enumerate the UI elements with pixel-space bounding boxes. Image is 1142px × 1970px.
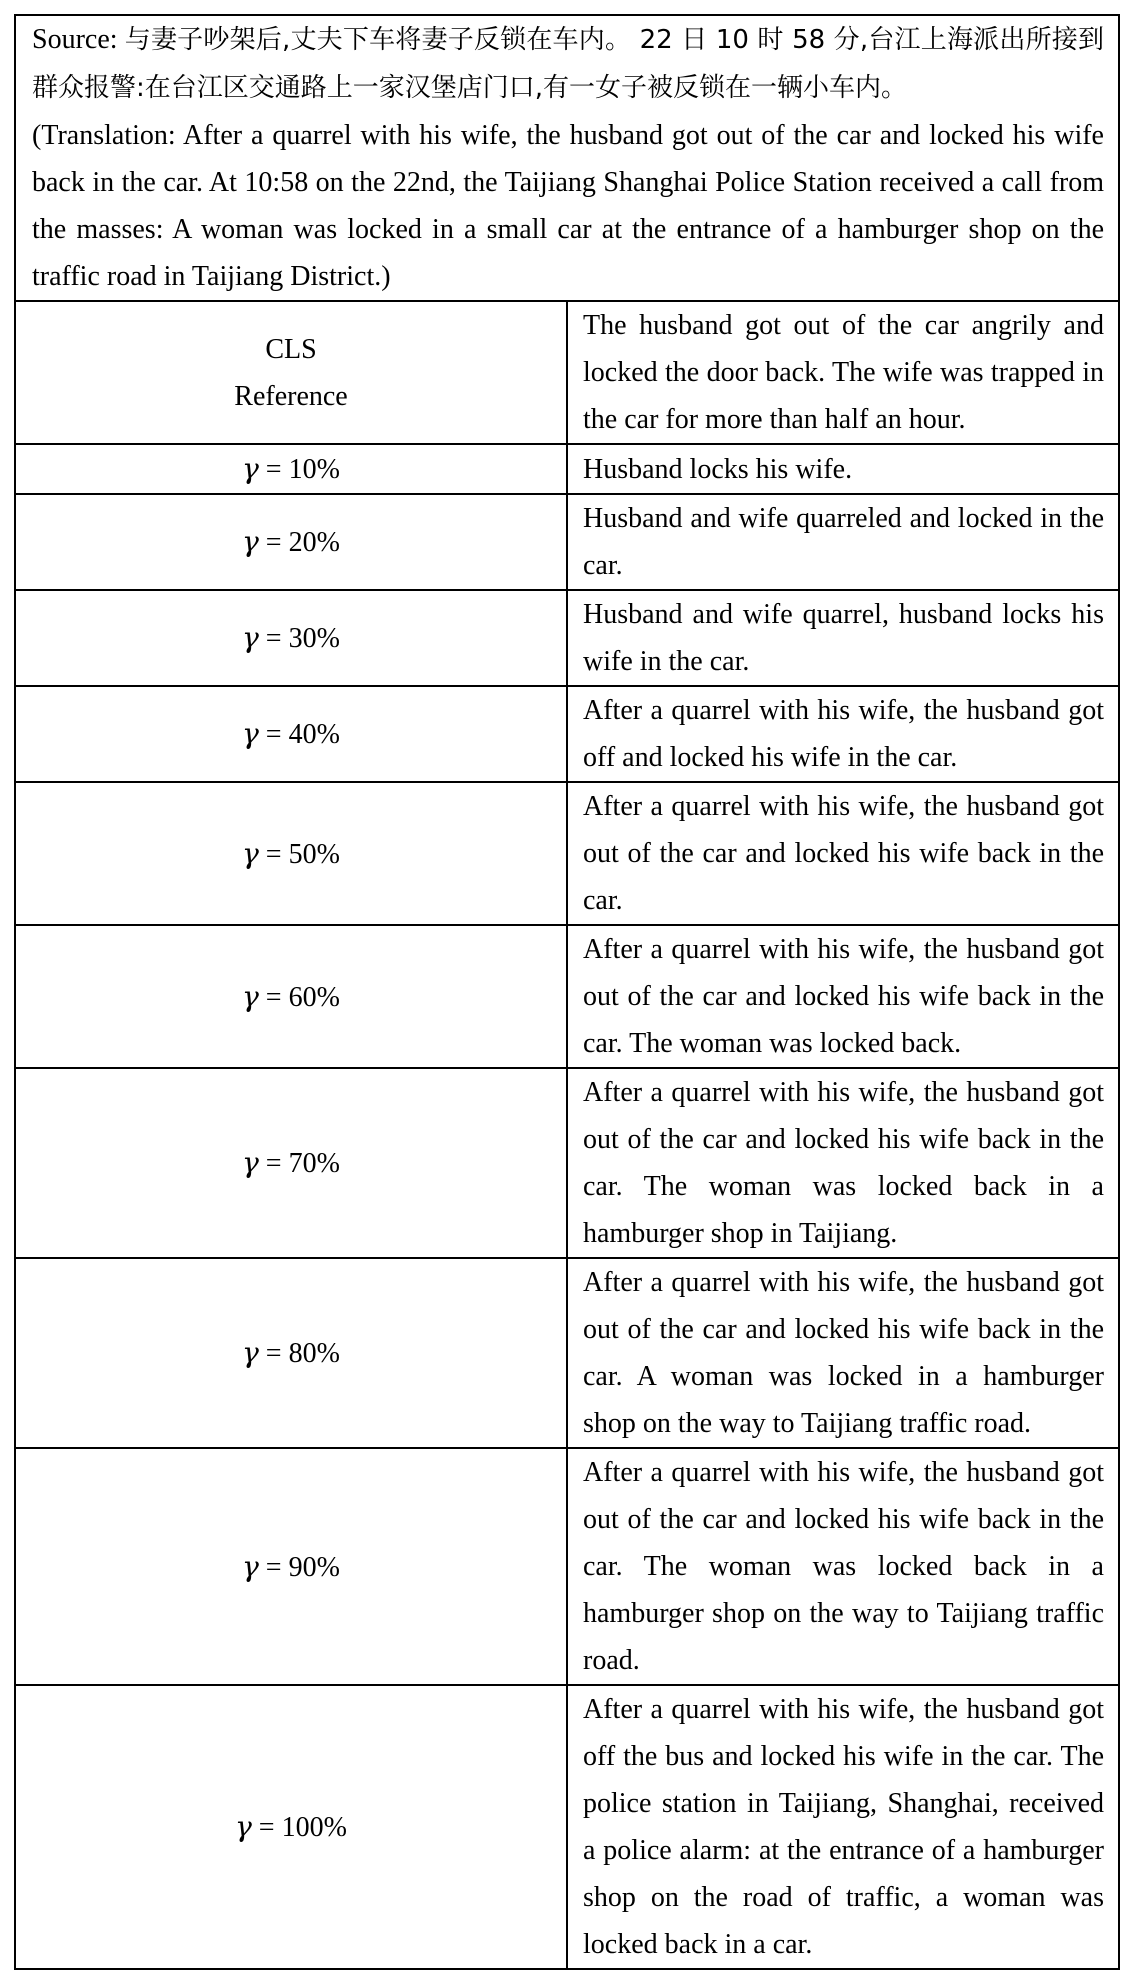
reference-text: The husband got out of the car angrily and locked the door back. The wife was trapped in the car for more than half an hour. [567,301,1119,444]
gamma-symbol: γ [242,525,259,558]
summary-text: After a quarrel with his wife, the husband got off and locked his wife in the car. [567,686,1119,782]
gamma-symbol: γ [242,836,259,870]
gamma-symbol: γ [235,1810,252,1843]
source-chinese-text: 与妻子吵架后,丈夫下车将妻子反锁在车内。 22 日 10 时 58 分,台江上海派出所接到群众报警:在台江区交通路上一家汉堡店门口,有一女子被反锁在一辆小车内。 [32,25,1105,103]
summary-table [14,14,1120,1970]
reference-row [15,301,1119,444]
gamma-value: = 60% [265,981,340,1013]
gamma-value: = 70% [265,1148,340,1179]
summary-text: After a quarrel with his wife, the husband got out of the car and locked his wife back in the car. The woman was locked back in a hamburger shop on the way to Taijiang traffic road. [567,1448,1119,1685]
table-row [15,1258,1119,1448]
gamma-symbol: γ [242,1146,259,1179]
gamma-symbol: γ [242,621,259,654]
table-row [15,1685,1119,1969]
gamma-label [15,1258,567,1448]
table-row [15,494,1119,590]
summary-table-container [14,14,1120,1970]
gamma-value: = 50% [265,838,340,870]
table-row [15,686,1119,782]
source-cell [15,15,1119,301]
gamma-value: = 30% [265,623,340,654]
reference-label-line2: Reference [234,380,348,412]
gamma-value: = 100% [258,1812,347,1843]
table-row [15,590,1119,686]
gamma-label [15,1448,567,1685]
gamma-value: = 10% [265,454,340,485]
gamma-label [15,1068,567,1258]
table-row [15,1448,1119,1685]
summary-text: After a quarrel with his wife, the husband got out of the car and locked his wife back in the car. The woman was locked back in a hamburger shop in Taijiang. [567,1068,1119,1258]
gamma-label [15,590,567,686]
gamma-label [15,1685,567,1969]
gamma-value: = 90% [265,1551,340,1583]
gamma-symbol: γ [242,1336,259,1369]
source-row [15,15,1119,301]
table-row [15,782,1119,925]
source-translation-text: (Translation: After a quarrel with his wife, the husband got out of the car and locked his wife back in the car. At 10:58 on the 22nd, the Taijiang Shanghai Police Station received a call from the masses: A woman was locked in a small car at the entrance of a hamburger shop on the traffic road in Taijiang District.) [32,120,1104,292]
source-label: Source: [32,24,118,55]
gamma-symbol: γ [242,1549,259,1583]
summary-text: Husband locks his wife. [567,444,1119,494]
gamma-value: = 20% [265,527,340,558]
table-row [15,925,1119,1068]
table-row [15,444,1119,494]
gamma-label [15,925,567,1068]
gamma-symbol: γ [242,452,259,485]
gamma-label [15,686,567,782]
gamma-symbol: γ [242,717,259,750]
gamma-symbol: γ [242,979,259,1013]
reference-label-line1: CLS [265,333,317,365]
reference-label-cell [15,301,567,444]
summary-text: After a quarrel with his wife, the husband got out of the car and locked his wife back in the car. [567,782,1119,925]
gamma-label [15,782,567,925]
gamma-value: = 40% [265,719,340,750]
summary-text: Husband and wife quarreled and locked in the car. [567,494,1119,590]
gamma-label [15,444,567,494]
gamma-value: = 80% [265,1338,340,1369]
table-row [15,1068,1119,1258]
summary-text: After a quarrel with his wife, the husband got out of the car and locked his wife back in the car. A woman was locked in a hamburger shop on the way to Taijiang traffic road. [567,1258,1119,1448]
gamma-label [15,494,567,590]
summary-text: After a quarrel with his wife, the husband got out of the car and locked his wife back in the car. The woman was locked back. [567,925,1119,1068]
summary-text: Husband and wife quarrel, husband locks his wife in the car. [567,590,1119,686]
summary-text: After a quarrel with his wife, the husband got off the bus and locked his wife in the car. The police station in Taijiang, Shanghai, received a police alarm: at the entrance of a hamburger shop on the road of traffic, a woman was locked back in a car. [567,1685,1119,1969]
